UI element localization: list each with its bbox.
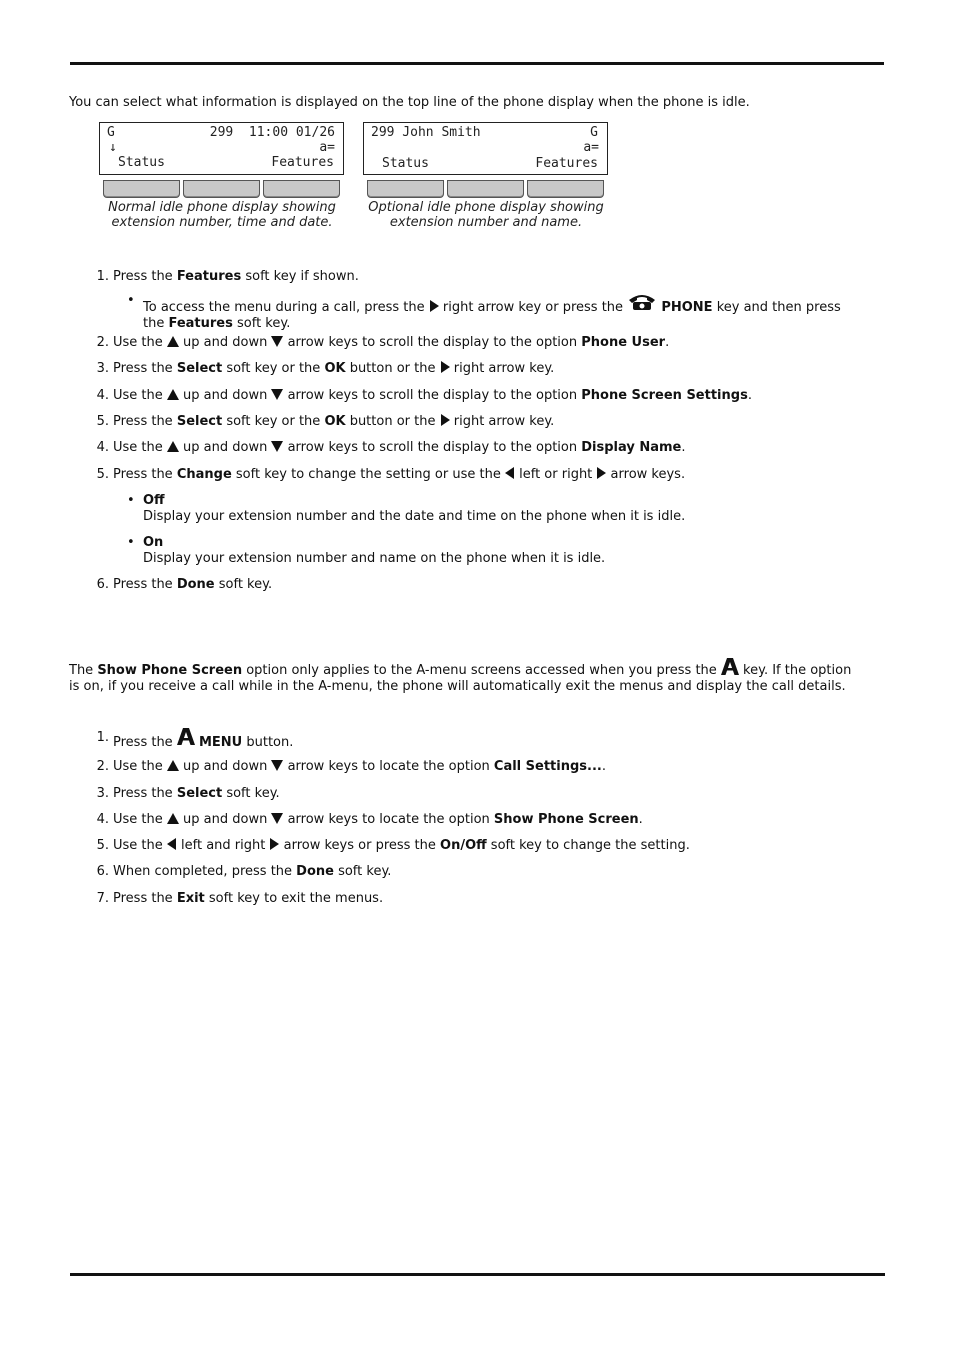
lcd-mid-right: a=: [583, 140, 599, 155]
right-arrow-icon: [596, 467, 606, 479]
right-arrow-icon: [269, 838, 279, 850]
list-item: 5. Use the left and right arrow keys or press the On/Off soft key to change the setting.: [96, 838, 690, 853]
right-arrow-icon: [440, 414, 450, 426]
down-arrow-icon: [271, 389, 283, 400]
steps-phone-screen-end: [0, 577, 272, 593]
up-arrow-icon: [167, 336, 179, 347]
figure-caption: [99, 200, 345, 230]
caption-line: Normal idle phone display showing: [108, 200, 336, 215]
up-arrow-icon: [167, 389, 179, 400]
phone-icon: [627, 293, 657, 311]
lcd-mid-right: a=: [319, 140, 335, 155]
up-arrow-icon: [167, 441, 179, 452]
header-rule: [70, 62, 884, 65]
lcd-softkey-left-label: Status: [382, 156, 429, 171]
down-arrow-icon: [271, 336, 283, 347]
lcd-mid-left: ↓: [109, 140, 117, 155]
down-arrow-icon: [271, 760, 283, 771]
lcd-top-left: G: [107, 125, 115, 140]
list-item: 4. Use the up and down arrow keys to locate the option Show Phone Screen.: [96, 812, 643, 827]
list-item: 7. Press the Exit soft key to exit the menus.: [96, 891, 384, 906]
list-item-bullet: • To access the menu during a call, press the right arrow key or press the PHONE key and then press the Features soft key.: [127, 293, 841, 331]
down-arrow-icon: [271, 813, 283, 824]
left-arrow-icon: [167, 838, 177, 850]
a-menu-icon: [177, 728, 195, 745]
steps-phone-screen: [0, 269, 359, 293]
list-item: 3. Press the Select soft key or the OK button or the right arrow key.: [96, 361, 555, 376]
softkey-row: [99, 180, 345, 198]
softkey-right: [263, 180, 340, 198]
list-item: 2. Use the up and down arrow keys to locate the option Call Settings....: [96, 759, 606, 774]
up-arrow-icon: [167, 813, 179, 824]
steps-show-phone-screen: [0, 728, 690, 907]
figure-normal-display: [99, 122, 345, 230]
phone-lcd: [99, 122, 344, 175]
lcd-top-right: G: [590, 125, 598, 140]
intro-text: You can select what information is displayed on the top line of the phone display when the phone is idle.: [69, 95, 750, 110]
lcd-softkey-left-label: Status: [118, 155, 165, 170]
caption-line: extension number, time and date.: [111, 215, 333, 230]
lcd-top-right: 299 11:00 01/26: [209, 125, 335, 140]
a-menu-icon: [721, 658, 739, 675]
right-arrow-icon: [440, 361, 450, 373]
list-item: 3. Press the Select soft key.: [96, 786, 280, 801]
left-arrow-icon: [505, 467, 515, 479]
show-phone-screen-text: The Show Phone Screen option only applies to the A-menu screens accessed when you press the key. If the option is on, if you receive a call while in the A-menu, the phone will automatically exit the menus and display the call details.: [69, 655, 869, 692]
caption-line: extension number and name.: [389, 215, 583, 230]
list-item: 5. Press the Change soft key to change the setting or use the left or right arrow keys.: [96, 467, 686, 482]
lcd-top-left: 299 John Smith: [371, 125, 481, 140]
list-item: 4. Use the up and down arrow keys to scroll the display to the option Phone Screen Settings.: [96, 388, 752, 403]
figure-optional-display: [363, 122, 609, 230]
steps-phone-screen-cont: [0, 335, 752, 483]
list-item: 5. Press the Select soft key or the OK button or the right arrow key.: [96, 414, 555, 429]
softkey-left: [367, 180, 444, 198]
option-on: • On Display your extension number and name on the phone when it is idle.: [127, 535, 606, 566]
footer-rule: [70, 1273, 885, 1276]
softkey-middle: [447, 180, 524, 198]
softkey-middle: [183, 180, 260, 198]
softkey-row: [363, 180, 609, 198]
lcd-softkey-right-label: Features: [271, 155, 334, 170]
list-item: 1. Press the Features soft key if shown.: [96, 269, 359, 284]
softkey-left: [103, 180, 180, 198]
right-arrow-icon: [429, 300, 439, 312]
figure-caption: [363, 200, 609, 230]
list-item: 1. Press the MENU button.: [96, 730, 294, 750]
option-off: • Off Display your extension number and the date and time on the phone when it is idle.: [127, 493, 686, 524]
list-item: 2. Use the up and down arrow keys to scroll the display to the option Phone User.: [96, 335, 670, 350]
phone-lcd: [363, 122, 608, 175]
lcd-softkey-right-label: Features: [535, 156, 598, 171]
list-item: 6. When completed, press the Done soft key.: [96, 864, 392, 879]
list-item: 4. Use the up and down arrow keys to scroll the display to the option Display Name.: [96, 440, 686, 455]
down-arrow-icon: [271, 441, 283, 452]
list-item: 6. Press the Done soft key.: [96, 577, 273, 592]
up-arrow-icon: [167, 760, 179, 771]
softkey-right: [527, 180, 604, 198]
caption-line: Optional idle phone display showing: [368, 200, 604, 215]
